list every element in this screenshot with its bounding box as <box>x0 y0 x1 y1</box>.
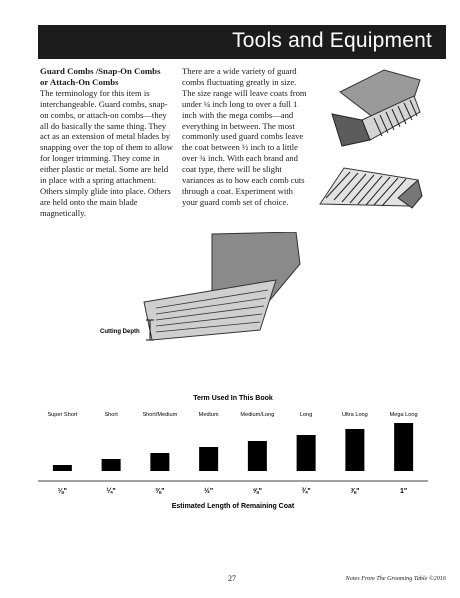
page-section-title: Tools and Equipment <box>232 29 432 52</box>
footer-credit: Notes From The Grooming Table ©2016 <box>345 575 446 582</box>
chart-tick-label: 1" <box>400 488 408 495</box>
section-heading <box>40 66 174 88</box>
chart-bar <box>199 447 218 471</box>
header-bar <box>38 25 446 59</box>
page-number: 27 <box>228 574 236 583</box>
chart-x-axis-label: Estimated Length of Remaining Coat <box>171 503 295 510</box>
guard-comb-illustration <box>314 162 424 224</box>
paragraph-terminology: The terminology for this item is interchangeable. Guard combs, snap-on combs, or attach-on combs—they all do basically the same thing. They act as an extension of metal blades by snapping over the top of them to allow for longer trimming. They come in either plastic or metal. Some are held in place with a spring attachment. Others simply glide into place. Others are held onto the main blade magnetically. <box>40 87 173 218</box>
section-heading-line2: or Attach-On Combs <box>40 76 119 87</box>
chart-category-label: Long <box>299 412 313 418</box>
chart-category-label: Medium <box>198 412 219 418</box>
chart-tick-label: ½" <box>204 488 214 495</box>
chart-tick-label: ⅜" <box>155 488 165 495</box>
chart-title: Term Used In This Book <box>193 395 273 402</box>
chart-bar <box>53 465 72 471</box>
chart-category-label: Mega Long <box>389 412 418 418</box>
chart-category-label: Ultra Long <box>341 412 368 418</box>
chart-bar <box>248 441 267 471</box>
text-column-right <box>182 66 310 208</box>
chart-category-label: Short <box>104 412 118 418</box>
text-column-left <box>40 66 174 219</box>
cutting-depth-label: Cutting Depth <box>100 329 140 335</box>
chart-category-label: Medium/Long <box>240 412 275 418</box>
cutting-depth-illustration <box>100 232 310 358</box>
chart-bar <box>150 453 169 471</box>
chart-tick-label: ⅞" <box>350 488 360 495</box>
chart-category-label: Super Short <box>47 412 78 418</box>
chart-bar <box>345 429 364 471</box>
paragraph-size-range: There are a wide variety of guard combs fluctuating greatly in size. The size range will leave coats from under ¼ inch long to over a full 1 inch with the mega combs—and everything in between. The most commonly used guard combs leave the coat between ½ inch to a little over ¾ inch. With each brand and coat type, there will be slight variances as to how each comb cuts through a coat. Experiment with your guard comb set of choice. <box>182 66 307 207</box>
chart-bar <box>297 435 316 471</box>
chart-category-label: Short/Medium <box>142 412 178 418</box>
chart-tick-label: ¼" <box>106 488 116 495</box>
chart-bar <box>102 459 121 471</box>
guard-comb-length-chart <box>38 390 428 520</box>
chart-tick-label: ¾" <box>301 488 311 495</box>
chart-bar <box>394 423 413 471</box>
section-heading-line1: Guard Combs /Snap-On Combs <box>40 66 161 76</box>
chart-tick-label: ⅝" <box>252 488 262 495</box>
clipper-with-guard-comb-illustration <box>322 62 430 150</box>
chart-tick-label: ⅛" <box>57 488 67 495</box>
